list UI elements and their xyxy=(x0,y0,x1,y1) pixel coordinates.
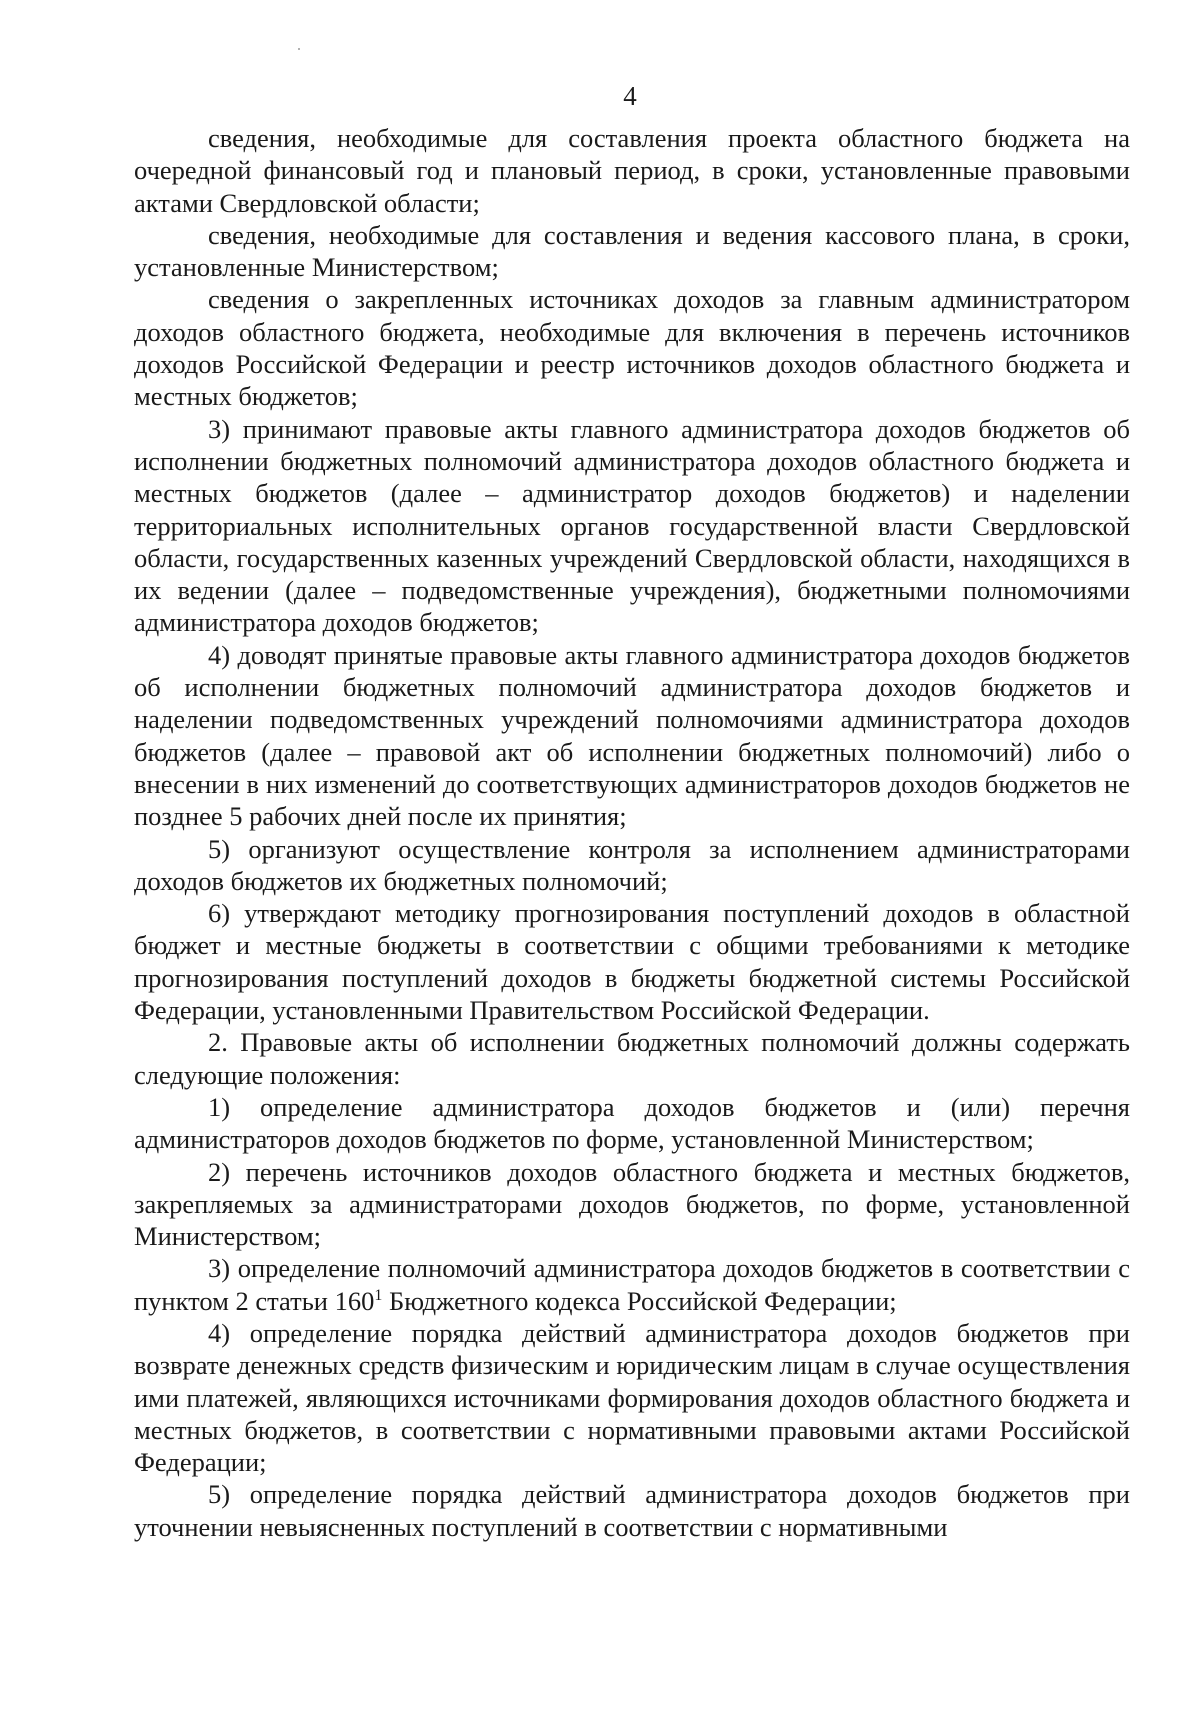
paragraph: 2. Правовые акты об исполнении бюджетных полномочий должны содержать следующие положения: xyxy=(134,1027,1130,1090)
paragraph: 6) утверждают методику прогнозирования поступлений доходов в областной бюджет и местные бюджеты в соответствии с общими требованиями к методике прогнозирования поступлений доходов в бюджеты бюджетной системы Российской Федерации, установленными Правительством Российской Федерации. xyxy=(134,898,1130,1026)
paragraph: 4) определение порядка действий администратора доходов бюджетов при возврате денежных средств физическим и юридическим лицам в случае осуществления ими платежей, являющихся источниками формирования доходов областного бюджета и местных бюджетов, в соответствии с нормативными правовыми актами Российской Федерации; xyxy=(134,1317,1130,1478)
paragraph: 3) принимают правовые акты главного администратора доходов бюджетов об исполнении бюджетных полномочий администратора доходов областного бюджета и местных бюджетов (далее – администратор доходов бюджетов) и наделении территориальных исполнительных органов государственной власти Свердловской области, государственных казенных учреждений Свердловской области, находящихся в их ведении (далее – подведомственные учреждения), бюджетными полномочиями администратора доходов бюджетов; xyxy=(134,413,1130,638)
paragraph xyxy=(134,1252,1130,1317)
body-text xyxy=(134,122,1130,1543)
paragraph: 2) перечень источников доходов областного бюджета и местных бюджетов, закрепляемых за администраторами доходов бюджетов, по форме, установленной Министерством; xyxy=(134,1156,1130,1252)
paragraph: 4) доводят принятые правовые акты главного администратора доходов бюджетов об исполнении бюджетных полномочий администратора доходов бюджетов и наделении подведомственных учреждений полномочиями администратора доходов бюджетов (далее – правовой акт об исполнении бюджетных полномочий) либо о внесении в них изменений до соответствующих администраторов доходов бюджетов не позднее 5 рабочих дней после их принятия; xyxy=(134,639,1130,832)
paragraph-text: 3) определение полномочий администратора доходов бюджетов в соответствии с пунктом 2 статьи 160 xyxy=(134,1253,1130,1316)
paragraph-text: Бюджетного кодекса Российской Федерации; xyxy=(382,1285,897,1316)
paragraph: 5) организуют осуществление контроля за исполнением администраторами доходов бюджетов их бюджетных полномочий; xyxy=(134,833,1130,896)
paragraph: сведения, необходимые для составления проекта областного бюджета на очередной финансовый год и плановый период, в сроки, установленные правовыми актами Свердловской области; xyxy=(134,123,1130,218)
superscript: 1 xyxy=(374,1286,383,1304)
page-number: 4 xyxy=(623,81,637,111)
scan-speck xyxy=(298,48,300,50)
paragraph: 5) определение порядка действий администратора доходов бюджетов при уточнении невыясненных поступлений в соответствии с нормативными xyxy=(134,1479,1130,1542)
paragraph: сведения о закрепленных источниках доходов за главным администратором доходов областного бюджета, необходимые для включения в перечень источников доходов Российской Федерации и реестр источников доходов областного бюджета и местных бюджетов; xyxy=(134,284,1130,412)
paragraph: сведения, необходимые для составления и ведения кассового плана, в сроки, установленные Министерством; xyxy=(134,219,1130,283)
paragraph: 1) определение администратора доходов бюджетов и (или) перечня администраторов доходов бюджетов по форме, установленной Министерством; xyxy=(134,1091,1130,1155)
